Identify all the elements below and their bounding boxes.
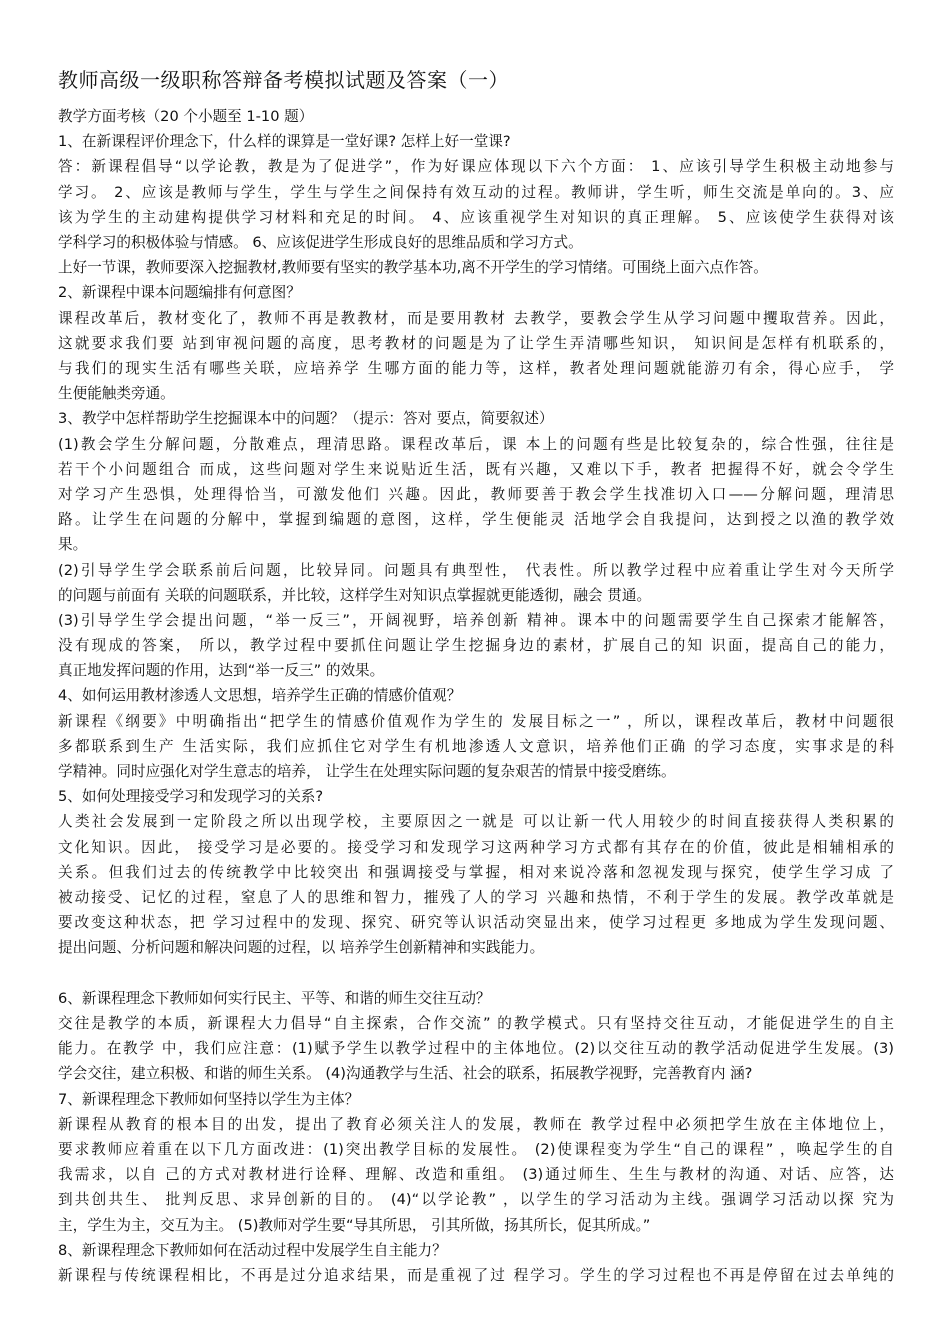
text-line: 人类社会发展到一定阶段之所以出现学校，主要原因之一就是 可以让新一代人用较少的时间直接获得人类积累的 [58, 813, 894, 831]
text-line: 上好一节课，教师要深入挖掘教材,教师要有坚实的教学基本功,离不开学生的学习情绪。可围绕上面六点作答。 [58, 259, 768, 277]
document-title: 教师高级一级职称答辩备考模拟试题及答案（一） [58, 68, 509, 92]
text-line: 要改变这种状态，把 学习过程中的发现、探究、研究等认识活动突显出来，使学习过程更 多地成为学生发现问题、 [58, 914, 894, 932]
text-line: 该为学生的主动建构提供学习材料和充足的时间。 4、应该重视学生对知识的真正理解。 5、应该使学生获得对该 [58, 208, 894, 226]
text-line: 学科学习的积极体验与情感。 6、应该促进学生形成良好的思维品质和学习方式。 [58, 233, 583, 251]
text-line: (2)引导学生学会联系前后问题，比较异同。问题具有典型性， 代表性。所以教学过程中应着重让学生对今天所学 [58, 561, 894, 579]
text-line: 多都联系到生产 生活实际，我们应抓住它对学生有机地渗透人文意识，培养他们正确 的学习态度，实事求是的科 [58, 737, 894, 755]
text-line: 答：新课程倡导“以学论教，教是为了促进学”，作为好课应体现以下六个方面： 1、应该引导学生积极主动地参与 [58, 158, 894, 176]
text-line: 这就要求我们要 站到审视问题的高度，思考教材的问题是为了让学生弄清哪些知识， 知识间是怎样有机联系的， [58, 334, 894, 352]
text-line: 对学习产生恐惧，处理得恰当，可激发他们 兴趣。因此，教师要善于教会学生找准切入口——分解问题，理清思 [58, 485, 894, 503]
text-line: 教学方面考核（20 个小题至 1-10 题） [58, 108, 314, 125]
text-line: 果。 [58, 536, 88, 554]
text-line: 路。让学生在问题的分解中，掌握到编题的意图，这样，学生便能灵 活地学会自我提问，达到授之以渔的教学效 [58, 511, 894, 529]
text-line: 文化知识。因此， 接受学习是必要的。接受学习和发现学习这两种学习方式都有其存在的价值，彼此是相辅相承的 [58, 838, 894, 856]
text-line: 真正地发挥问题的作用，达到“举一反三” 的效果。 [58, 662, 385, 680]
text-line: 学会交往，建立积极、和谐的师生关系。 (4)沟通教学与生活、社会的联系，拓展教学视野，完善教育内 涵? [58, 1065, 753, 1083]
text-line: 被动接受、记忆的过程，窒息了人的思维和智力，摧残了人的学习 兴趣和热情，不利于学生的发展。教学改革就是 [58, 889, 894, 907]
text-line: 5、如何处理接受学习和发现学习的关系? [58, 788, 324, 806]
text-line: 关系。但我们过去的传统教学中比较突出 和强调接受与掌握，相对来说冷落和忽视发现与探究，使学生学习成 了 [58, 863, 894, 881]
text-line: 我需求，以自 己的方式对教材进行诠释、理解、改造和重组。 (3)通过师生、生生与教材的沟通、对话、应答，达 [58, 1166, 894, 1184]
text-line: 2、新课程中课本问题编排有何意图？ [58, 284, 301, 302]
text-line: 6、新课程理念下教师如何实行民主、平等、和谐的师生交往互动？ [58, 989, 491, 1007]
text-line: 3、教学中怎样帮助学生挖掘课本中的问题？（提示：答对 要点，简要叙述） [58, 410, 554, 428]
text-line: 若干个小问题组合 而成，这些问题对学生来说贴近生活，既有兴趣，又难以下手，教者 把握得不好，就会令学生 [58, 460, 894, 478]
text-line: 没有现成的答案， 所以，教学过程中要抓住问题让学生挖掘身边的素材，扩展自己的知 识面，提高自己的能力， [58, 637, 894, 655]
text-line: 到共创共生、 批判反思、求异创新的目的。 (4)“以学论教” ，以学生的学习活动为主线。强调学习活动以探 究为 [58, 1191, 894, 1209]
document-body [58, 104, 894, 1288]
text-line: 新课程从教育的根本目的出发，提出了教育必须关注人的发展，教师在 教学过程中必须把学生放在主体地位上， [58, 1115, 894, 1133]
text-line: 8、新课程理念下教师如何在活动过程中发展学生自主能力？ [58, 1241, 447, 1259]
text-line: (3)引导学生学会提出问题，“举一反三”，开阔视野，培养创新 精神。课本中的问题需要学生自己探索才能解答， [58, 611, 894, 629]
text-line: (1)教会学生分解问题，分散难点，理清思路。课程改革后，课 本上的问题有些是比较复杂的，综合性强，往往是 [58, 435, 894, 453]
document-page [58, 66, 894, 1288]
text-line: 7、新课程理念下教师如何坚持以学生为主体？ [58, 1090, 360, 1108]
text-line: 学精神。同时应强化对学生意志的培养， 让学生在处理实际问题的复杂艰苦的情景中接受磨练。 [58, 763, 676, 781]
text-line: 能力。在教学 中，我们应注意：(1)赋予学生以教学过程中的主体地位。(2)以交往互动的教学活动促进学生发展。(3) [58, 1040, 894, 1058]
text-line: 主，学生为主，交互为主。 (5)教师对学生要“导其所思， 引其所做，扬其所长，促其所成。” [58, 1216, 651, 1234]
text-line: 1、在新课程评价理念下，什么样的课算是一堂好课? 怎样上好一堂课? [58, 133, 511, 151]
blank-line [58, 961, 894, 986]
text-line: 学习。 2、应该是教师与学生，学生与学生之间保持有效互动的过程。教师讲，学生听，师生交流是单向的。3、应 [58, 183, 894, 201]
text-line: 4、如何运用教材渗透人文思想，培养学生正确的情感价值观？ [58, 687, 462, 705]
text-line: 要求教师应着重在以下几方面改进：(1)突出教学目标的发展性。 (2)使课程变为学生“自己的课程” ，唤起学生的自 [58, 1140, 894, 1158]
text-line: 新课程《纲要》中明确指出“把学生的情感价值观作为学生的 发展目标之一” ，所以，课程改革后，教材中问题很 [58, 712, 894, 730]
text-line: 新课程与传统课程相比，不再是过分追求结果，而是重视了过 程学习。学生的学习过程也不再是停留在过去单纯的 [58, 1266, 894, 1284]
text-line: 课程改革后，教材变化了，教师不再是教教材，而是要用教材 去教学，要教会学生从学习问题中攫取营养。因此， [58, 309, 894, 327]
text-line: 与我们的现实生活有哪些关联，应培养学 生哪方面的能力等，这样，教者处理问题就能游刃有余，得心应手， 学 [58, 359, 894, 377]
text-line: 交往是教学的本质，新课程大力倡导“自主探索，合作交流” 的教学模式。只有坚持交往互动，才能促进学生的自主 [58, 1014, 894, 1032]
text-line: 提出问题、分析问题和解决问题的过程，以 培养学生创新精神和实践能力。 [58, 939, 545, 957]
text-line: 生便能触类旁通。 [58, 385, 175, 403]
text-line: 的问题与前面有 关联的问题联系，并比较，这样学生对知识点掌握就更能透彻，融会 贯通。 [58, 586, 652, 604]
